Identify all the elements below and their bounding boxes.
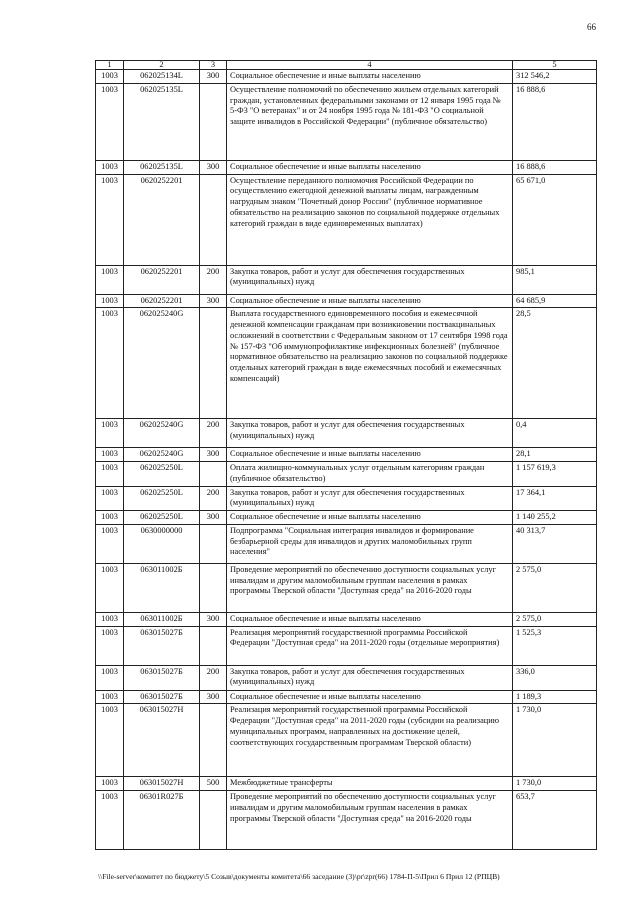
section-cell: 1003: [96, 160, 124, 174]
target-article-cell: 062025135L: [124, 160, 200, 174]
table-row: [96, 174, 597, 265]
name-cell: Подпрограмма "Социальная интеграция инвалидов и формирование безбарьерной среды для инвалидов и других маломобильных групп населения": [227, 524, 513, 563]
expense-type-cell: [200, 626, 227, 665]
name-cell: Социальное обеспечение и иные выплаты населению: [227, 690, 513, 704]
target-article-cell: 062025250L: [124, 486, 200, 511]
expense-type-cell: 200: [200, 265, 227, 294]
name-cell: Реализация мероприятий государственной программы Российской Федерации "Доступная среда" на 2011-2020 годы (отдельные мероприятия): [227, 626, 513, 665]
name-cell: Реализация мероприятий государственной программы Российской Федерации "Доступная среда" на 2011-2020 годы (субсидии на реализацию муниципальных программ, направленных на достижение целей, соответствующих государственным программам Тверской области): [227, 704, 513, 777]
section-cell: 1003: [96, 665, 124, 690]
target-article-cell: 062025250L: [124, 511, 200, 525]
expense-type-cell: 300: [200, 70, 227, 84]
amount-cell: 0,4: [513, 419, 597, 448]
name-cell: Социальное обеспечение и иные выплаты населению: [227, 511, 513, 525]
expense-type-cell: 200: [200, 665, 227, 690]
amount-cell: 1 730,0: [513, 777, 597, 791]
section-cell: 1003: [96, 704, 124, 777]
expense-type-cell: 200: [200, 419, 227, 448]
table-row: [96, 612, 597, 626]
table-row: [96, 308, 597, 419]
section-cell: 1003: [96, 70, 124, 84]
amount-cell: 985,1: [513, 265, 597, 294]
amount-cell: 40 313,7: [513, 524, 597, 563]
name-cell: Социальное обеспечение и иные выплаты населению: [227, 70, 513, 84]
table-row: [96, 690, 597, 704]
amount-cell: 65 671,0: [513, 174, 597, 265]
expense-type-cell: 300: [200, 160, 227, 174]
table-row: [96, 486, 597, 511]
table-row: [96, 777, 597, 791]
header-expense-type: 3: [200, 61, 227, 70]
amount-cell: 17 364,1: [513, 486, 597, 511]
target-article-cell: 0630000000: [124, 524, 200, 563]
target-article-cell: 0620252201: [124, 294, 200, 308]
expense-type-cell: 300: [200, 612, 227, 626]
amount-cell: 1 525,3: [513, 626, 597, 665]
amount-cell: 653,7: [513, 791, 597, 850]
expense-type-cell: 300: [200, 294, 227, 308]
amount-cell: 16 888,6: [513, 160, 597, 174]
target-article-cell: 062025240G: [124, 419, 200, 448]
target-article-cell: 062025240G: [124, 308, 200, 419]
section-cell: 1003: [96, 563, 124, 612]
expense-type-cell: [200, 524, 227, 563]
expense-type-cell: 500: [200, 777, 227, 791]
name-cell: Межбюджетные трансферты: [227, 777, 513, 791]
table-row: [96, 462, 597, 487]
target-article-cell: 063011002Б: [124, 612, 200, 626]
table-row: [96, 160, 597, 174]
table-row: [96, 511, 597, 525]
table-body: [96, 61, 597, 850]
table-row: [96, 265, 597, 294]
expense-type-cell: [200, 174, 227, 265]
table-row: [96, 524, 597, 563]
table-row: [96, 704, 597, 777]
name-cell: Закупка товаров, работ и услуг для обеспечения государственных (муниципальных) нужд: [227, 265, 513, 294]
name-cell: Закупка товаров, работ и услуг для обеспечения государственных (муниципальных) нужд: [227, 419, 513, 448]
header-name: 4: [227, 61, 513, 70]
table-row: [96, 791, 597, 850]
section-cell: 1003: [96, 777, 124, 791]
target-article-cell: 063015027Б: [124, 665, 200, 690]
expense-type-cell: [200, 308, 227, 419]
amount-cell: 312 546,2: [513, 70, 597, 84]
target-article-cell: 062025250L: [124, 462, 200, 487]
target-article-cell: 063011002Б: [124, 563, 200, 612]
amount-cell: 28,5: [513, 308, 597, 419]
name-cell: Осуществление полномочий по обеспечению жильем отдельных категорий граждан, установленных федеральными законами от 12 января 1995 года № 5-ФЗ "О ветеранах" и от 24 ноября 1995 года № 181-ФЗ "О социальной защите инвалидов в Российской Федерации" (публичное обязательство): [227, 83, 513, 160]
target-article-cell: 063015027Б: [124, 690, 200, 704]
amount-cell: 1 189,3: [513, 690, 597, 704]
expense-type-cell: 200: [200, 486, 227, 511]
amount-cell: 28,1: [513, 448, 597, 462]
name-cell: Выплата государственного единовременного пособия и ежемесячной денежной компенсации гражданам при возникновении поствакцинальных осложнений в соответствии с Федеральным законом от 17 сентября 1998 года № 157-ФЗ "Об иммунопрофилактике инфекционных болезней" (публичное нормативное обязательство на реализацию законов по социальной поддержке отдельных категорий граждан в виде ежемесячных пособий и ежемесячных компенсаций): [227, 308, 513, 419]
section-cell: 1003: [96, 462, 124, 487]
expense-type-cell: [200, 704, 227, 777]
expense-type-cell: [200, 791, 227, 850]
file-path-footer: \\File-server\комитет по бюджету\5 Созыв\документы комитета\66 заседание (3)\pr\zpr(66) 1784-П-5\Прил 6 Прил 12 (РПЦВ): [98, 872, 500, 881]
section-cell: 1003: [96, 419, 124, 448]
target-article-cell: 063015027Н: [124, 777, 200, 791]
section-cell: 1003: [96, 612, 124, 626]
table-header-row: [96, 61, 597, 70]
table-row: [96, 448, 597, 462]
target-article-cell: 063015027Б: [124, 626, 200, 665]
section-cell: 1003: [96, 511, 124, 525]
section-cell: 1003: [96, 791, 124, 850]
target-article-cell: 06301R027Б: [124, 791, 200, 850]
header-target-article: 2: [124, 61, 200, 70]
name-cell: Социальное обеспечение и иные выплаты населению: [227, 612, 513, 626]
table-row: [96, 83, 597, 160]
amount-cell: 2 575,0: [513, 563, 597, 612]
amount-cell: 1 730,0: [513, 704, 597, 777]
section-cell: 1003: [96, 448, 124, 462]
name-cell: Оплата жилищно-коммунальных услуг отдельным категориям граждан (публичное обязательство): [227, 462, 513, 487]
name-cell: Социальное обеспечение и иные выплаты населению: [227, 160, 513, 174]
expense-type-cell: [200, 83, 227, 160]
table-row: [96, 419, 597, 448]
amount-cell: 1 140 255,2: [513, 511, 597, 525]
section-cell: 1003: [96, 174, 124, 265]
name-cell: Проведение мероприятий по обеспечению доступности социальных услуг инвалидам и другим маломобильным группам населения в рамках программы Тверской области "Доступная среда" на 2016-2020 годы: [227, 791, 513, 850]
header-section: 1: [96, 61, 124, 70]
section-cell: 1003: [96, 486, 124, 511]
expense-type-cell: 300: [200, 511, 227, 525]
section-cell: 1003: [96, 524, 124, 563]
amount-cell: 2 575,0: [513, 612, 597, 626]
table-row: [96, 70, 597, 84]
expense-type-cell: 300: [200, 448, 227, 462]
budget-table: [95, 60, 597, 850]
name-cell: Закупка товаров, работ и услуг для обеспечения государственных (муниципальных) нужд: [227, 486, 513, 511]
name-cell: Закупка товаров, работ и услуг для обеспечения государственных (муниципальных) нужд: [227, 665, 513, 690]
section-cell: 1003: [96, 265, 124, 294]
name-cell: Проведение мероприятий по обеспечению доступности социальных услуг инвалидам и другим маломобильным группам населения в рамках программы Тверской области "Доступная среда" на 2016-2020 годы: [227, 563, 513, 612]
target-article-cell: 062025135L: [124, 83, 200, 160]
target-article-cell: 0620252201: [124, 265, 200, 294]
table-row: [96, 563, 597, 612]
table-row: [96, 626, 597, 665]
target-article-cell: 063015027Н: [124, 704, 200, 777]
table-row: [96, 665, 597, 690]
section-cell: 1003: [96, 690, 124, 704]
name-cell: Социальное обеспечение и иные выплаты населению: [227, 448, 513, 462]
target-article-cell: 062025240G: [124, 448, 200, 462]
amount-cell: 64 685,9: [513, 294, 597, 308]
target-article-cell: 0620252201: [124, 174, 200, 265]
name-cell: Социальное обеспечение и иные выплаты населению: [227, 294, 513, 308]
section-cell: 1003: [96, 626, 124, 665]
section-cell: 1003: [96, 308, 124, 419]
page-number: 66: [587, 22, 596, 32]
header-amount: 5: [513, 61, 597, 70]
section-cell: 1003: [96, 83, 124, 160]
name-cell: Осуществление переданного полномочия Российской Федерации по осуществлению ежегодной денежной выплаты лицам, награжденным нагрудным знаком "Почетный донор России" (публичное нормативное обязательство на реализацию законов по социальной поддержке отдельных категорий граждан в виде единовременных выплатах): [227, 174, 513, 265]
amount-cell: 16 888,6: [513, 83, 597, 160]
section-cell: 1003: [96, 294, 124, 308]
expense-type-cell: 300: [200, 690, 227, 704]
amount-cell: 336,0: [513, 665, 597, 690]
table-row: [96, 294, 597, 308]
target-article-cell: 062025134L: [124, 70, 200, 84]
amount-cell: 1 157 619,3: [513, 462, 597, 487]
expense-type-cell: [200, 563, 227, 612]
expense-type-cell: [200, 462, 227, 487]
